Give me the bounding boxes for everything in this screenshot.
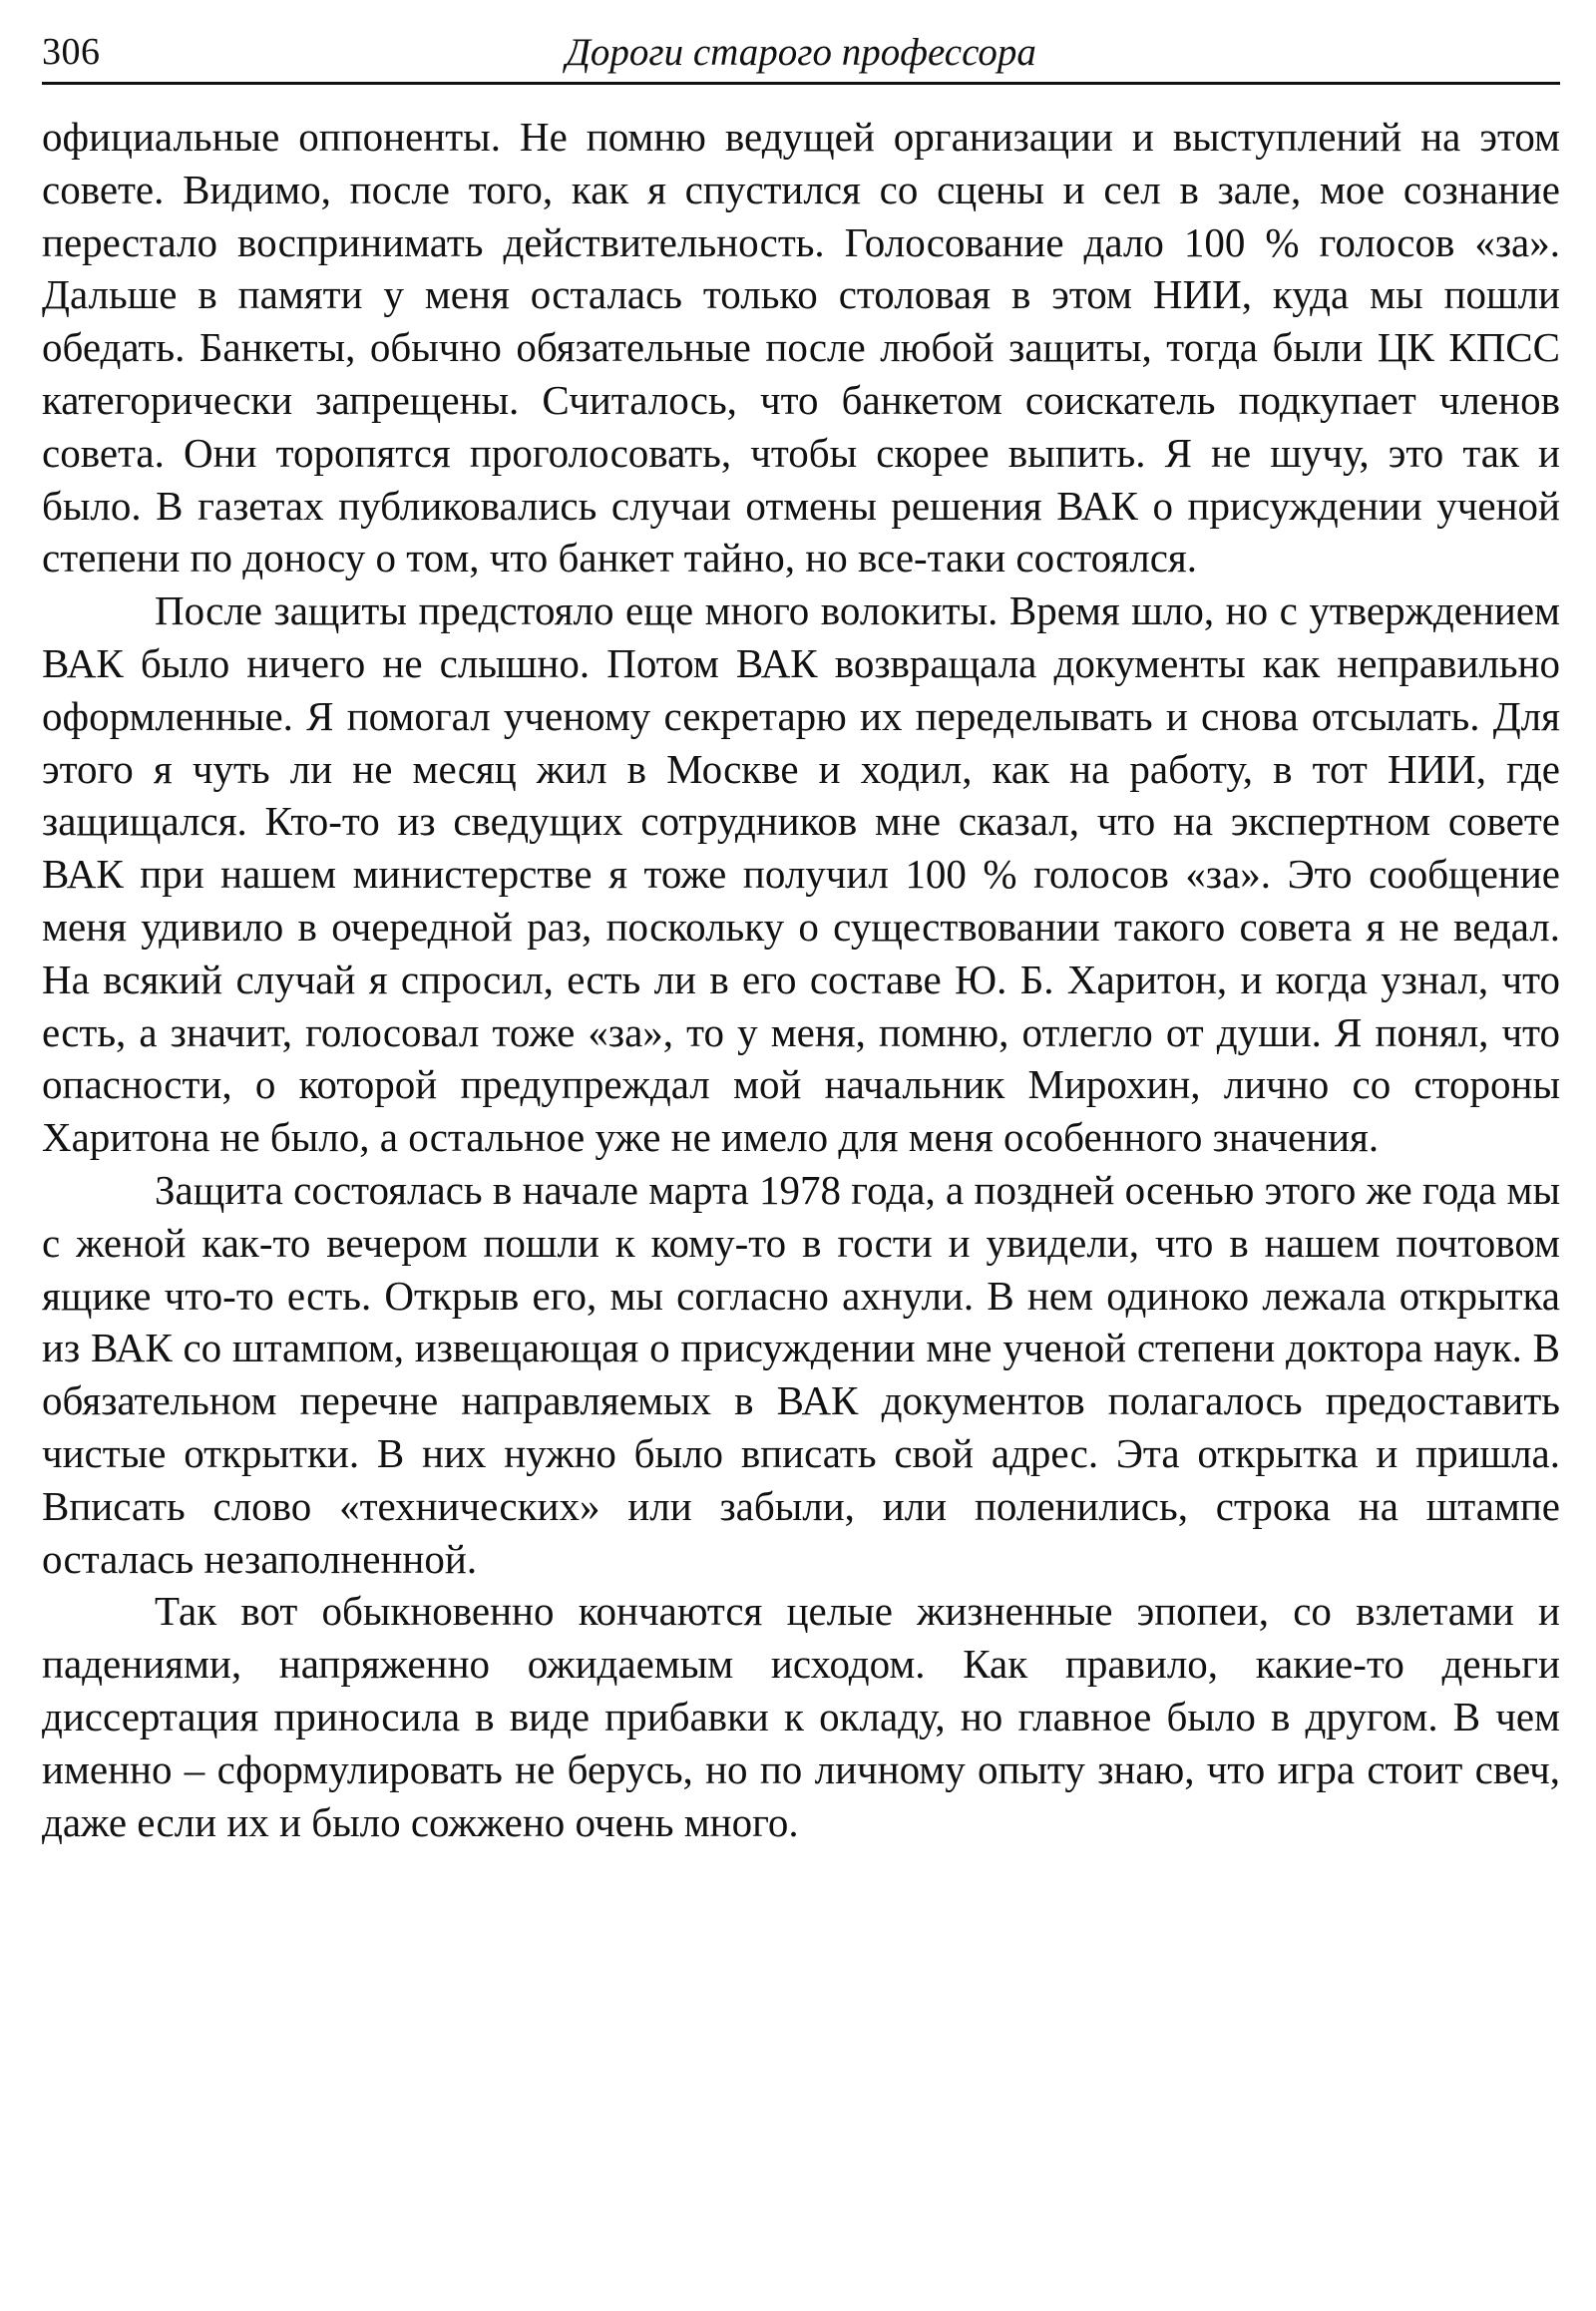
- book-page: [42, 26, 1560, 2280]
- body-text: [42, 111, 1560, 1848]
- running-header: [42, 26, 1560, 85]
- paragraph-4: Так вот обыкновенно кончаются целые жизненные эпопеи, со взлетами и падениями, напряженно ожидаемым исходом. Как правило, какие-то деньги диссертация приносила в виде прибавки к окладу, но главное было в другом. В чем именно – сформулировать не берусь, но по личному опыту знаю, что игра стоит свеч, даже если их и было сожжено очень много.: [42, 1588, 1560, 1845]
- paragraph-1: официальные оппоненты. Не помню ведущей организации и выступлений на этом совете. Видимо, после того, как я спустился со сцены и сел в зале, мое сознание перестало воспринимать действительность. Голосование дало 100 % голосов «за». Дальше в памяти у меня осталась только столовая в этом НИИ, куда мы пошли обедать. Банкеты, обычно обязательные после любой защиты, тогда были ЦК КПСС категорически запрещены. Считалось, что банкетом соискатель подкупает членов совета. Они торопятся проголосовать, чтобы скорее выпить. Я не шучу, это так и было. В газетах публиковались случаи отмены решения ВАК о присуждении ученой степени по доносу о том, что банкет тайно, но все-таки состоялся.: [42, 114, 1560, 581]
- paragraph-2: После защиты предстояло еще много волокиты. Время шло, но с утверждением ВАК было ничего не слышно. Потом ВАК возвращала документы как неправильно оформленные. Я помогал ученому секретарю их переделывать и снова отсылать. Для этого я чуть ли не месяц жил в Москве и ходил, как на работу, в тот НИИ, где защищался. Кто-то из сведущих сотрудников мне сказал, что на экспертном совете ВАК при нашем министерстве я тоже получил 100 % голосов «за». Это сообщение меня удивило в очередной раз, поскольку о существовании такого совета я не ведал. На всякий случай я спросил, есть ли в его составе Ю. Б. Харитон, и когда узнал, что есть, а значит, голосовал тоже «за», то у меня, помню, отлегло от души. Я понял, что опасности, о которой предупреждал мой начальник Мирохин, лично со стороны Харитона не было, а остальное уже не имело для меня особенного значения.: [42, 587, 1560, 1161]
- book-title: Дороги старого профессора: [566, 31, 1036, 74]
- page-number: 306: [42, 31, 101, 73]
- paragraph-3: Защита состоялась в начале марта 1978 года, а поздней осенью этого же года мы с женой как-то вечером пошли к кому-то в гости и увидели, что в нашем почтовом ящике что-то есть. Открыв его, мы согласно ахнули. В нем одиноко лежала открытка из ВАК со штампом, извещающая о присуждении мне ученой степени доктора наук. В обязательном перечне направляемых в ВАК документов полагалось предоставить чистые открытки. В них нужно было вписать свой адрес. Эта открытка и пришла. Вписать слово «технических» или забыли, или поленились, строка на штампе осталась незаполненной.: [42, 1166, 1560, 1582]
